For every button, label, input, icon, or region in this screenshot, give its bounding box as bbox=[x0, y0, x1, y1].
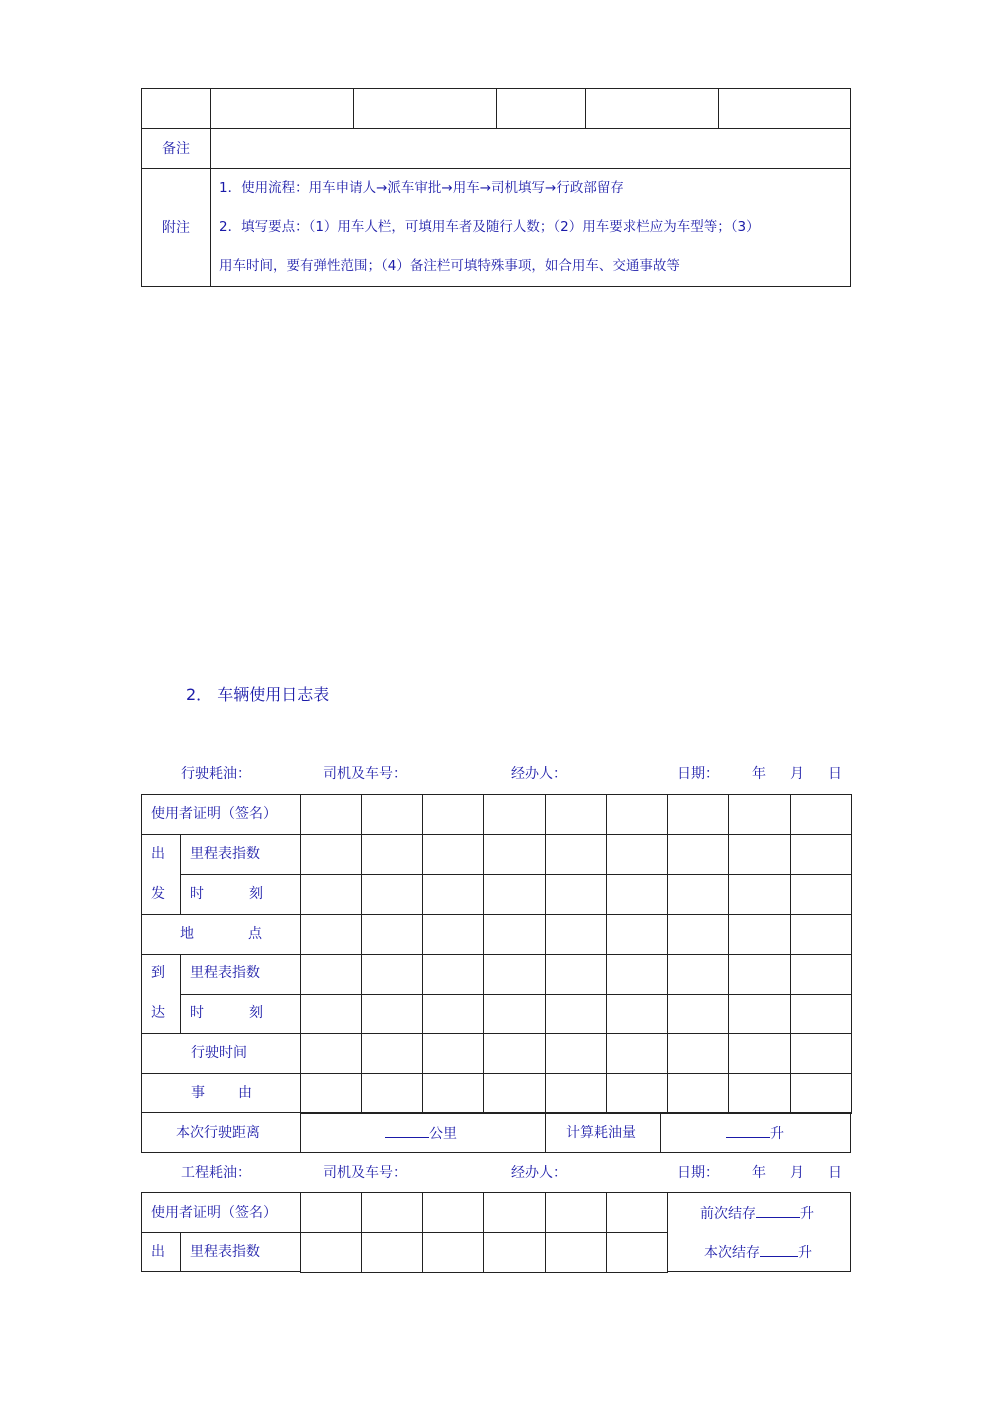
entry-cell[interactable] bbox=[483, 1192, 546, 1233]
entry-cell[interactable] bbox=[361, 1073, 423, 1114]
arrive-label-2: 达 bbox=[151, 1005, 165, 1021]
entry-cell[interactable] bbox=[361, 834, 423, 875]
entry-cell[interactable] bbox=[790, 834, 852, 875]
place-label-b: 点 bbox=[248, 926, 262, 942]
reason-label-b: 由 bbox=[238, 1085, 252, 1101]
distance-label: 本次行驶距离 bbox=[176, 1125, 260, 1141]
entry-cell[interactable] bbox=[300, 1033, 362, 1074]
prev-balance bbox=[700, 1205, 814, 1222]
year-label: 年 bbox=[752, 766, 766, 782]
entry-cell[interactable] bbox=[667, 914, 729, 955]
date-label: 日期： bbox=[677, 766, 719, 782]
entry-cell[interactable] bbox=[422, 1073, 484, 1114]
entry-cell[interactable] bbox=[790, 914, 852, 955]
date-label: 日期： bbox=[677, 1165, 719, 1181]
driver-label: 司机及车号： bbox=[323, 1165, 407, 1181]
prev-balance-blank[interactable] bbox=[756, 1205, 800, 1218]
arrive-label-1: 到 bbox=[151, 965, 165, 981]
curr-balance-blank[interactable] bbox=[760, 1244, 798, 1257]
entry-cell[interactable] bbox=[483, 834, 546, 875]
entry-cell[interactable] bbox=[606, 954, 668, 995]
entry-cell[interactable] bbox=[606, 834, 668, 875]
entry-cell[interactable] bbox=[545, 834, 607, 875]
remarks-value-cell bbox=[210, 128, 851, 169]
entry-cell[interactable] bbox=[728, 834, 791, 875]
entry-cell[interactable] bbox=[728, 794, 791, 835]
place-label-a: 地 bbox=[180, 926, 194, 942]
arrive-odometer-label: 里程表指数 bbox=[190, 965, 260, 981]
entry-cell[interactable] bbox=[422, 834, 484, 875]
entry-cell[interactable] bbox=[422, 1192, 484, 1233]
handler-label: 经办人： bbox=[511, 766, 567, 782]
entry-cell[interactable] bbox=[728, 1073, 791, 1114]
driver-label: 司机及车号： bbox=[323, 766, 407, 782]
entry-cell[interactable] bbox=[728, 914, 791, 955]
table-cell bbox=[585, 88, 719, 129]
notes-line-2: 2．填写要点：（1）用车人栏，可填用车者及随行人数；（2）用车要求栏应为车型等；（3） bbox=[219, 219, 760, 235]
table-cell bbox=[496, 88, 586, 129]
entry-cell[interactable] bbox=[422, 954, 484, 995]
entry-cell[interactable] bbox=[483, 1232, 546, 1273]
entry-cell[interactable] bbox=[667, 994, 729, 1034]
depart-label-1: 出 bbox=[151, 846, 165, 862]
entry-cell[interactable] bbox=[300, 914, 362, 955]
depart-odometer-label: 里程表指数 bbox=[190, 846, 260, 862]
notes-line-3: 用车时间，要有弹性范围；（4）备注栏可填特殊事项，如合用车、交通事故等 bbox=[219, 258, 680, 274]
prev-balance-unit: 升 bbox=[800, 1206, 814, 1222]
arrive-time-label-a: 时 bbox=[190, 1005, 204, 1021]
depart-label-2: 发 bbox=[151, 886, 165, 902]
entry-cell[interactable] bbox=[483, 1073, 546, 1114]
reason-label-a: 事 bbox=[191, 1085, 205, 1101]
reason-cell bbox=[141, 1073, 301, 1113]
entry-cell[interactable] bbox=[361, 1192, 423, 1233]
entry-cell[interactable] bbox=[483, 1033, 546, 1074]
entry-cell[interactable] bbox=[606, 794, 668, 835]
entry-cell[interactable] bbox=[545, 1192, 607, 1233]
entry-cell[interactable] bbox=[422, 994, 484, 1034]
entry-cell[interactable] bbox=[300, 994, 362, 1034]
entry-cell[interactable] bbox=[545, 1232, 607, 1273]
drive-time-label: 行驶时间 bbox=[191, 1045, 247, 1061]
entry-cell[interactable] bbox=[606, 994, 668, 1034]
section-title: 2． 车辆使用日志表 bbox=[186, 685, 330, 704]
entry-cell[interactable] bbox=[545, 874, 607, 915]
distance-value bbox=[385, 1125, 457, 1142]
month-label: 月 bbox=[790, 766, 804, 782]
table-cell bbox=[210, 88, 354, 129]
entry-cell[interactable] bbox=[790, 994, 852, 1034]
entry-cell[interactable] bbox=[545, 1033, 607, 1074]
remarks-label: 备注 bbox=[162, 141, 190, 157]
curr-balance bbox=[704, 1244, 812, 1261]
day-label: 日 bbox=[828, 766, 842, 782]
depart-time-label-a: 时 bbox=[190, 886, 204, 902]
user-cert-label: 使用者证明（签名） bbox=[151, 1205, 277, 1221]
entry-cell[interactable] bbox=[667, 794, 729, 835]
entry-cell[interactable] bbox=[728, 1033, 791, 1074]
entry-cell[interactable] bbox=[790, 874, 852, 915]
entry-cell[interactable] bbox=[361, 994, 423, 1034]
entry-cell[interactable] bbox=[361, 914, 423, 955]
fuel-value bbox=[726, 1125, 784, 1142]
entry-cell[interactable] bbox=[606, 1232, 668, 1273]
fuel-type-label: 工程耗油： bbox=[181, 1165, 251, 1181]
entry-cell[interactable] bbox=[667, 834, 729, 875]
entry-cell[interactable] bbox=[545, 794, 607, 835]
table-cell bbox=[718, 88, 851, 129]
entry-cell[interactable] bbox=[422, 1232, 484, 1273]
entry-cell[interactable] bbox=[606, 914, 668, 955]
entry-cell[interactable] bbox=[667, 874, 729, 915]
entry-cell[interactable] bbox=[728, 954, 791, 995]
entry-cell[interactable] bbox=[483, 794, 546, 835]
entry-cell[interactable] bbox=[667, 1073, 729, 1114]
entry-cell[interactable] bbox=[790, 1033, 852, 1074]
depart-label-1: 出 bbox=[151, 1244, 165, 1260]
prev-balance-label: 前次结存 bbox=[700, 1206, 756, 1222]
entry-cell[interactable] bbox=[790, 954, 852, 995]
entry-cell[interactable] bbox=[728, 874, 791, 915]
fuel-label: 计算耗油量 bbox=[566, 1125, 636, 1141]
year-label: 年 bbox=[752, 1165, 766, 1181]
entry-cell[interactable] bbox=[606, 1073, 668, 1114]
entry-cell[interactable] bbox=[300, 1232, 362, 1273]
notes-line-1: 1．使用流程：用车申请人→派车审批→用车→司机填写→行政部留存 bbox=[219, 180, 624, 196]
entry-cell[interactable] bbox=[361, 954, 423, 995]
entry-cell[interactable] bbox=[300, 794, 362, 835]
entry-cell[interactable] bbox=[790, 794, 852, 835]
entry-cell[interactable] bbox=[483, 874, 546, 915]
entry-cell[interactable] bbox=[667, 1033, 729, 1074]
distance-blank[interactable] bbox=[385, 1125, 429, 1138]
arrive-time-label-b: 刻 bbox=[249, 1005, 263, 1021]
entry-cell[interactable] bbox=[545, 1073, 607, 1114]
table-cell bbox=[141, 88, 211, 129]
entry-cell[interactable] bbox=[422, 874, 484, 915]
fuel-unit: 升 bbox=[770, 1126, 784, 1142]
distance-unit: 公里 bbox=[429, 1126, 457, 1142]
entry-cell[interactable] bbox=[422, 794, 484, 835]
entry-cell[interactable] bbox=[606, 1033, 668, 1074]
entry-cell[interactable] bbox=[606, 874, 668, 915]
entry-cell[interactable] bbox=[422, 914, 484, 955]
entry-cell[interactable] bbox=[545, 994, 607, 1034]
entry-cell[interactable] bbox=[606, 1192, 668, 1233]
entry-cell[interactable] bbox=[300, 954, 362, 995]
entry-cell[interactable] bbox=[483, 994, 546, 1034]
entry-cell[interactable] bbox=[361, 1033, 423, 1074]
entry-cell[interactable] bbox=[422, 1033, 484, 1074]
depart-time-label-b: 刻 bbox=[249, 886, 263, 902]
entry-cell[interactable] bbox=[483, 954, 546, 995]
curr-balance-label: 本次结存 bbox=[704, 1245, 760, 1261]
entry-cell[interactable] bbox=[361, 1232, 423, 1273]
handler-label: 经办人： bbox=[511, 1165, 567, 1181]
entry-cell[interactable] bbox=[300, 1073, 362, 1114]
odometer-label: 里程表指数 bbox=[190, 1244, 260, 1260]
entry-cell[interactable] bbox=[300, 1192, 362, 1233]
place-cell bbox=[141, 914, 301, 955]
entry-cell[interactable] bbox=[790, 1073, 852, 1114]
entry-cell[interactable] bbox=[667, 954, 729, 995]
month-label: 月 bbox=[790, 1165, 804, 1181]
fuel-blank[interactable] bbox=[726, 1125, 770, 1138]
entry-cell[interactable] bbox=[483, 914, 546, 955]
user-cert-label: 使用者证明（签名） bbox=[151, 806, 277, 822]
entry-cell[interactable] bbox=[361, 874, 423, 915]
fuel-type-label: 行驶耗油： bbox=[181, 766, 251, 782]
notes-label: 附注 bbox=[162, 220, 190, 236]
entry-cell[interactable] bbox=[728, 994, 791, 1034]
entry-cell[interactable] bbox=[361, 794, 423, 835]
entry-cell[interactable] bbox=[300, 874, 362, 915]
entry-cell[interactable] bbox=[545, 914, 607, 955]
table-cell bbox=[353, 88, 497, 129]
curr-balance-unit: 升 bbox=[798, 1245, 812, 1261]
day-label: 日 bbox=[828, 1165, 842, 1181]
entry-cell[interactable] bbox=[545, 954, 607, 995]
entry-cell[interactable] bbox=[300, 834, 362, 875]
